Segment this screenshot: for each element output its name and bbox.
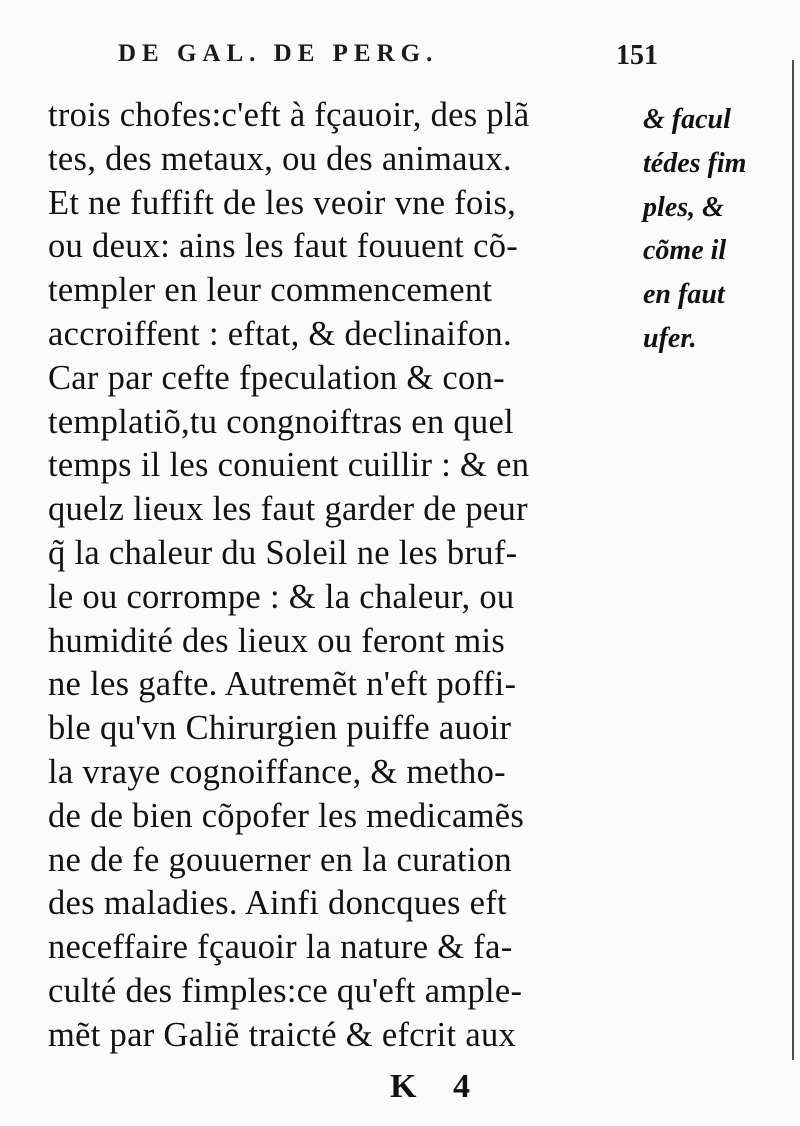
text-line: trois chofes:c'eft à fçauoir, des plã xyxy=(48,96,530,134)
text-line: le ou corrompe : & la chaleur, ou xyxy=(48,577,515,616)
text-line: Et ne fuffift de les veoir vne fois, xyxy=(48,183,517,222)
text-line: templer en leur commencement xyxy=(48,271,493,310)
margin-note-line: cõme il xyxy=(643,235,727,267)
margin-note-line: en faut xyxy=(643,279,725,311)
page-number: 151 xyxy=(616,40,658,71)
page-header xyxy=(118,40,658,80)
page-edge-line xyxy=(792,60,794,1060)
text-line: templatiõ,tu congnoiftras en quel xyxy=(48,402,514,441)
text-line: neceffaire fçauoir la nature & fa- xyxy=(48,928,513,967)
body-text xyxy=(48,94,638,1058)
text-line: q̃ la chaleur du Soleil ne les bruf- xyxy=(48,533,518,572)
text-line: quelz lieux les faut garder de peur xyxy=(48,490,528,529)
text-line: des maladies. Ainfi doncques eft xyxy=(48,884,507,923)
text-line: tes, des metaux, ou des animaux. xyxy=(48,139,512,178)
text-line: ou deux: ains les faut fouuent cõ- xyxy=(48,227,519,266)
text-line: ne les gafte. Autremẽt n'eft poffi- xyxy=(48,665,517,704)
text-line: de de bien cõpofer les medicamẽs xyxy=(48,796,525,835)
margin-note-line: ufer. xyxy=(643,322,697,354)
margin-note-line: tédes fim xyxy=(643,147,747,179)
text-line: culté des fimples:ce qu'eft ample- xyxy=(48,971,523,1010)
text-line: Car par cefte fpeculation & con- xyxy=(48,358,505,397)
text-line: accroiffent : eftat, & declinaifon. xyxy=(48,314,512,353)
margin-note xyxy=(643,98,773,361)
signature-mark: K 4 xyxy=(390,1068,484,1105)
text-line: la vraye cognoiffance, & metho- xyxy=(48,752,506,791)
text-line: humidité des lieux ou feront mis xyxy=(48,621,506,660)
margin-note-line: & facul xyxy=(643,104,731,135)
text-line: ble qu'vn Chirurgien puiffe auoir xyxy=(48,709,512,748)
text-line: mẽt par Galiẽ traicté & efcrit aux xyxy=(48,1015,517,1054)
text-line: ne de fe gouuerner en la curation xyxy=(48,840,512,879)
running-head: DE GAL. DE PERG. xyxy=(118,40,439,67)
margin-note-line: ples, & xyxy=(643,191,724,223)
text-line: temps il les conuient cuillir : & en xyxy=(48,446,530,485)
